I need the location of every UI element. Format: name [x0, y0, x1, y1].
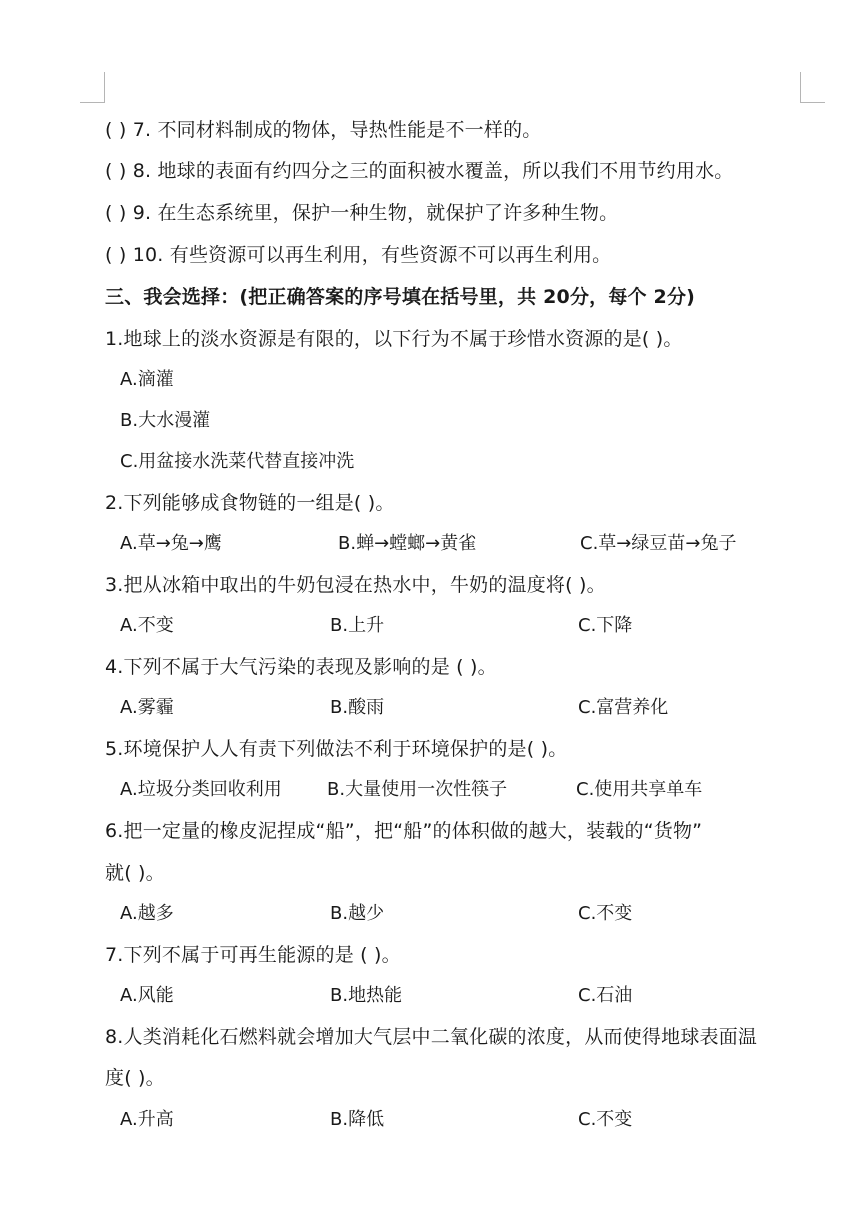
question-4-option-a: A.雾霾 [120, 697, 174, 718]
judgment-item-8: ( ) 8. 地球的表面有约四分之三的面积被水覆盖，所以我们不用节约用水。 [105, 160, 734, 182]
question-2-stem: 2.下列能够成食物链的一组是( )。 [105, 492, 395, 514]
question-8-option-a: A.升高 [120, 1109, 174, 1130]
question-6-stem: 6.把一定量的橡皮泥捏成“船”，把“船”的体积做的越大，装载的“货物” [105, 820, 703, 842]
question-5-option-a: A.垃圾分类回收利用 [120, 779, 282, 800]
question-7-option-c: C.石油 [578, 985, 633, 1006]
question-3-option-c: C.下降 [578, 615, 633, 636]
question-1-stem: 1.地球上的淡水资源是有限的，以下行为不属于珍惜水资源的是( )。 [105, 328, 683, 350]
question-3-option-a: A.不变 [120, 615, 174, 636]
question-2-option-b: B.蝉→螳螂→黄雀 [338, 533, 477, 554]
question-4-option-c: C.富营养化 [578, 697, 669, 718]
judgment-item-7: ( ) 7. 不同材料制成的物体，导热性能是不一样的。 [105, 119, 542, 141]
judgment-item-9: ( ) 9. 在生态系统里，保护一种生物，就保护了许多种生物。 [105, 202, 619, 224]
question-8-option-b: B.降低 [330, 1109, 385, 1130]
question-5-option-b: B.大量使用一次性筷子 [327, 779, 508, 800]
question-8-option-c: C.不变 [578, 1109, 633, 1130]
question-4-option-b: B.酸雨 [330, 697, 385, 718]
question-6-option-b: B.越少 [330, 903, 385, 924]
question-1-option-b: B.大水漫灌 [120, 410, 211, 431]
question-6-option-a: A.越多 [120, 903, 174, 924]
question-6-option-c: C.不变 [578, 903, 633, 924]
question-3-stem: 3.把从冰箱中取出的牛奶包浸在热水中，牛奶的温度将( )。 [105, 574, 606, 596]
judgment-item-10: ( ) 10. 有些资源可以再生利用，有些资源不可以再生利用。 [105, 244, 612, 266]
question-3-option-b: B.上升 [330, 615, 385, 636]
question-6-stem-continued: 就( )。 [105, 862, 165, 884]
question-2-option-c: C.草→绿豆苗→兔子 [580, 533, 737, 554]
question-5-stem: 5.环境保护人人有责下列做法不利于环境保护的是( )。 [105, 738, 568, 760]
section-heading: 三、我会选择：(把正确答案的序号填在括号里，共 20分，每个 2分) [105, 286, 696, 308]
question-8-stem: 8.人类消耗化石燃料就会增加大气层中二氧化碳的浓度，从而使得地球表面温 [105, 1026, 758, 1048]
question-1-option-a: A.滴灌 [120, 369, 174, 390]
question-5-option-c: C.使用共享单车 [576, 779, 703, 800]
page-corner-mark-right [800, 72, 825, 103]
question-8-stem-continued: 度( )。 [105, 1067, 165, 1089]
page-corner-mark-left [80, 72, 105, 103]
question-7-option-b: B.地热能 [330, 985, 403, 1006]
question-7-stem: 7.下列不属于可再生能源的是 ( )。 [105, 944, 401, 966]
question-2-option-a: A.草→兔→鹰 [120, 533, 222, 554]
question-4-stem: 4.下列不属于大气污染的表现及影响的是 ( )。 [105, 656, 497, 678]
question-1-option-c: C.用盆接水洗菜代替直接冲洗 [120, 451, 355, 472]
question-7-option-a: A.风能 [120, 985, 174, 1006]
